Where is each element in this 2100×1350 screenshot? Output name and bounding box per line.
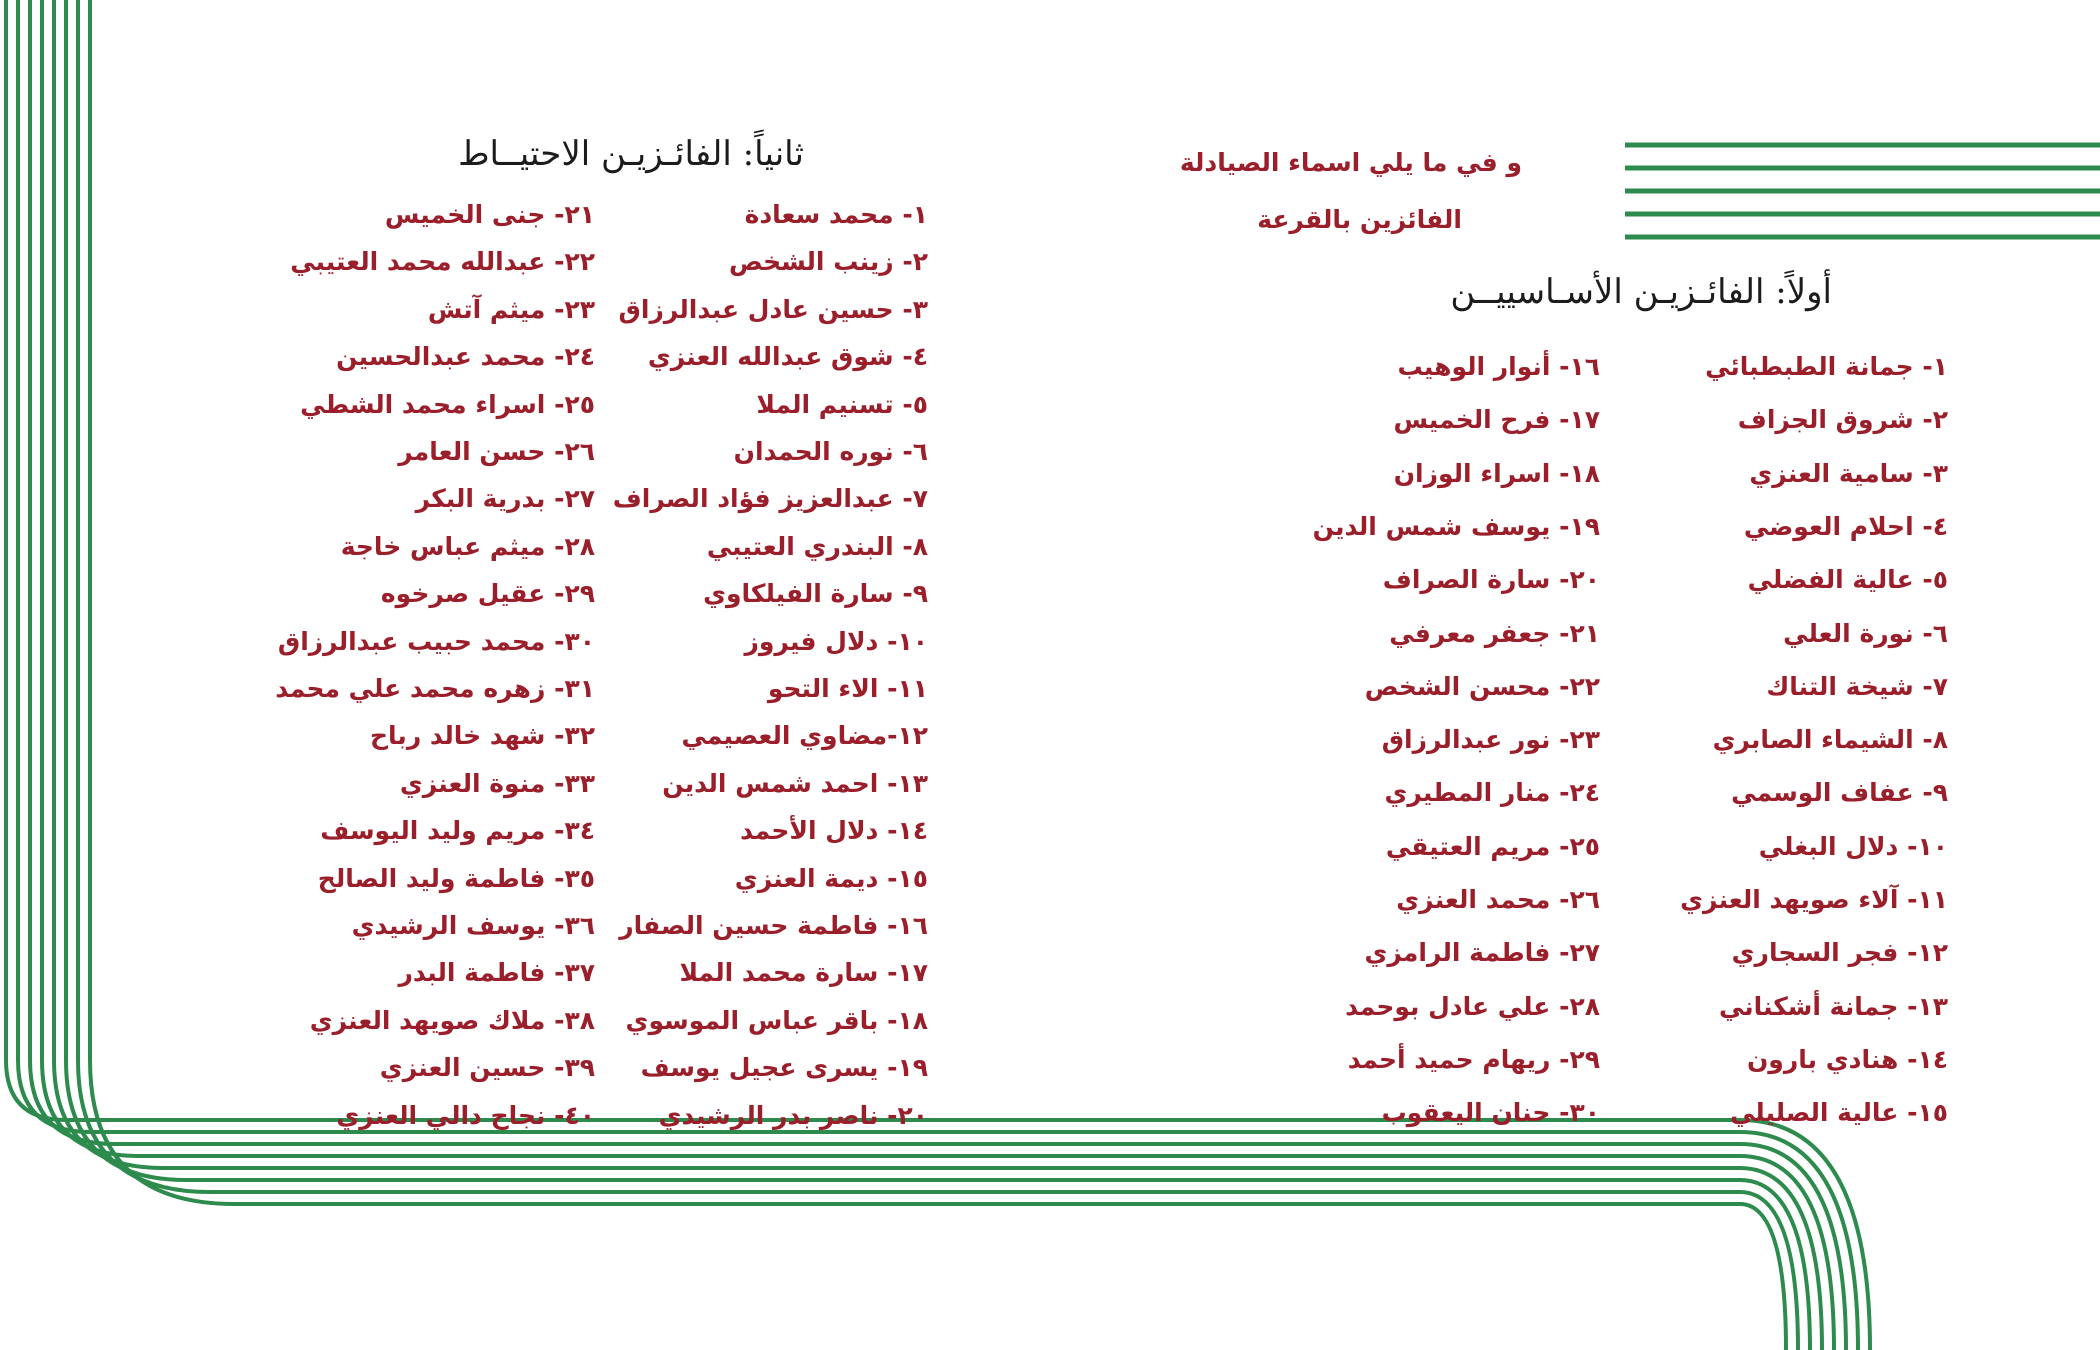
primary-list-col2-item: ١٩- يوسف شمس الدين	[1312, 512, 1600, 541]
primary-list-col1-item: ١٢- فجر السجاري	[1731, 938, 1948, 967]
primary-list-col2-item: ٣٠- حنان اليعقوب	[1381, 1098, 1600, 1127]
reserve-list-col1-item: ١٨- باقر عباس الموسوي	[625, 1006, 928, 1035]
primary-list-col2-item: ٢٨- علي عادل بوحمد	[1345, 992, 1600, 1021]
reserve-list-col1-item: ٨- البندري العتيبي	[706, 532, 928, 561]
reserve-list-col1-item: ١١- الاء التحو	[767, 674, 928, 703]
reserve-list-col2-item: ٣٦- يوسف الرشيدي	[351, 911, 595, 940]
primary-list-col1-item: ١٤- هنادي بارون	[1746, 1045, 1948, 1074]
reserve-winners-heading: ثانياً: الفائـزيـن الاحتيــاط	[458, 134, 804, 174]
reserve-list-col1-item: ١٦- فاطمة حسين الصفار	[619, 911, 928, 940]
reserve-list-col2-item: ٣٣- منوة العنزي	[399, 769, 595, 798]
primary-list-col1-item: ١- جمانة الطبطبائي	[1705, 352, 1948, 381]
primary-list-col1-item: ١١- آلاء صويهد العنزي	[1680, 885, 1948, 914]
primary-list-col1-item: ١٣- جمانة أشكناني	[1719, 992, 1948, 1021]
primary-list-col2-item: ٢٦- محمد العنزي	[1396, 885, 1600, 914]
reserve-list-col2-item: ٣٥- فاطمة وليد الصالح	[317, 864, 595, 893]
primary-list-col2-item: ٢٧- فاطمة الرامزي	[1364, 938, 1600, 967]
reserve-list-col2-item: ٢٥- اسراء محمد الشطي	[300, 390, 595, 419]
reserve-list-col1-item: ١٤- دلال الأحمد	[740, 816, 928, 845]
reserve-list-col1-item: ٧- عبدالعزيز فؤاد الصراف	[612, 484, 928, 513]
reserve-list-col1-item: ١- محمد سعادة	[744, 200, 928, 229]
primary-list-col1-item: ٧- شيخة التناك	[1766, 672, 1948, 701]
reserve-list-col1-item: ٢٠- ناصر بدر الرشيدي	[658, 1101, 928, 1130]
reserve-list-col1-item: ٢- زينب الشخص	[728, 247, 928, 276]
reserve-list-col1-item: ٤- شوق عبدالله العنزي	[647, 342, 928, 371]
intro-line-1: و في ما يلي اسماء الصيادلة	[1179, 148, 1522, 177]
primary-list-col1-item: ٣- سامية العنزي	[1749, 459, 1948, 488]
primary-list-col2-item: ٢٤- منار المطيري	[1384, 778, 1600, 807]
primary-list-col2-item: ٢١- جعفر معرفي	[1389, 619, 1600, 648]
primary-list-col1-item: ٨- الشيماء الصابري	[1712, 725, 1948, 754]
primary-list-col2-item: ١٦- أنوار الوهيب	[1397, 352, 1600, 381]
reserve-list-col2-item: ٢٧- بدرية البكر	[415, 484, 595, 513]
primary-list-col2-item: ١٧- فرح الخميس	[1393, 405, 1600, 434]
reserve-list-col2-item: ٢٣- ميثم آتش	[427, 295, 595, 324]
reserve-list-col2-item: ٣٧- فاطمة البدر	[398, 958, 595, 987]
primary-list-col2-item: ٢٠- سارة الصراف	[1382, 565, 1600, 594]
reserve-list-col1-item: ١٩- يسرى عجيل يوسف	[640, 1053, 928, 1082]
reserve-list-col2-item: ٢٦- حسن العامر	[398, 437, 595, 466]
reserve-list-col2-item: ٢٩- عقيل صرخوه	[380, 579, 595, 608]
primary-list-col1-item: ٥- عالية الفضلي	[1747, 565, 1948, 594]
reserve-list-col2-item: ٢١- جنى الخميس	[384, 200, 595, 229]
primary-list-col1-item: ٤- احلام العوضي	[1743, 512, 1948, 541]
primary-list-col2-item: ٢٣- نور عبدالرزاق	[1381, 725, 1600, 754]
primary-list-col2-item: ١٨- اسراء الوزان	[1393, 459, 1600, 488]
reserve-list-col2-item: ٤٠- نجاح دالي العنزي	[336, 1101, 595, 1130]
reserve-list-col2-item: ٣٨- ملاك صويهد العنزي	[309, 1006, 595, 1035]
primary-list-col1-item: ١٥- عالية الصليلي	[1729, 1098, 1948, 1127]
primary-list-col1-item: ٩- عفاف الوسمي	[1731, 778, 1948, 807]
reserve-list-col1-item: ١٠- دلال فيروز	[744, 627, 928, 656]
primary-list-col2-item: ٢٢- محسن الشخص	[1364, 672, 1600, 701]
intro-line-2: الفائزين بالقرعة	[1257, 205, 1462, 234]
reserve-list-col1-item: ١٣- احمد شمس الدين	[662, 769, 928, 798]
primary-list-col1-item: ١٠- دلال البغلي	[1758, 832, 1948, 861]
reserve-list-col1-item: ١٥- ديمة العنزي	[734, 864, 928, 893]
reserve-list-col2-item: ٢٢- عبدالله محمد العتيبي	[290, 247, 595, 276]
primary-list-col2-item: ٢٩- ريهام حميد أحمد	[1347, 1045, 1600, 1074]
primary-winners-heading: أولاً: الفائـزيـن الأسـاسييــن	[1450, 272, 1832, 312]
reserve-list-col1-item: ١٧- سارة محمد الملا	[679, 958, 928, 987]
reserve-list-col1-item: ١٢-مضاوي العصيمي	[681, 721, 928, 750]
primary-list-col2-item: ٢٥- مريم العتيقي	[1385, 832, 1600, 861]
reserve-list-col1-item: ٣- حسين عادل عبدالرزاق	[618, 295, 928, 324]
primary-list-col1-item: ٦- نورة العلي	[1783, 619, 1948, 648]
reserve-list-col2-item: ٣٢- شهد خالد رباح	[370, 721, 595, 750]
reserve-list-col2-item: ٣٠- محمد حبيب عبدالرزاق	[277, 627, 595, 656]
primary-list-col1-item: ٢- شروق الجزاف	[1737, 405, 1948, 434]
reserve-list-col2-item: ٣٤- مريم وليد اليوسف	[320, 816, 595, 845]
reserve-list-col2-item: ٣١- زهره محمد علي محمد	[275, 674, 595, 703]
reserve-list-col2-item: ٣٩- حسين العنزي	[379, 1053, 595, 1082]
reserve-list-col2-item: ٢٤- محمد عبدالحسين	[336, 342, 595, 371]
reserve-list-col1-item: ٦- نوره الحمدان	[733, 437, 928, 466]
reserve-list-col1-item: ٥- تسنيم الملا	[756, 390, 928, 419]
reserve-list-col1-item: ٩- سارة الفيلكاوي	[703, 579, 928, 608]
reserve-list-col2-item: ٢٨- ميثم عباس خاجة	[340, 532, 595, 561]
